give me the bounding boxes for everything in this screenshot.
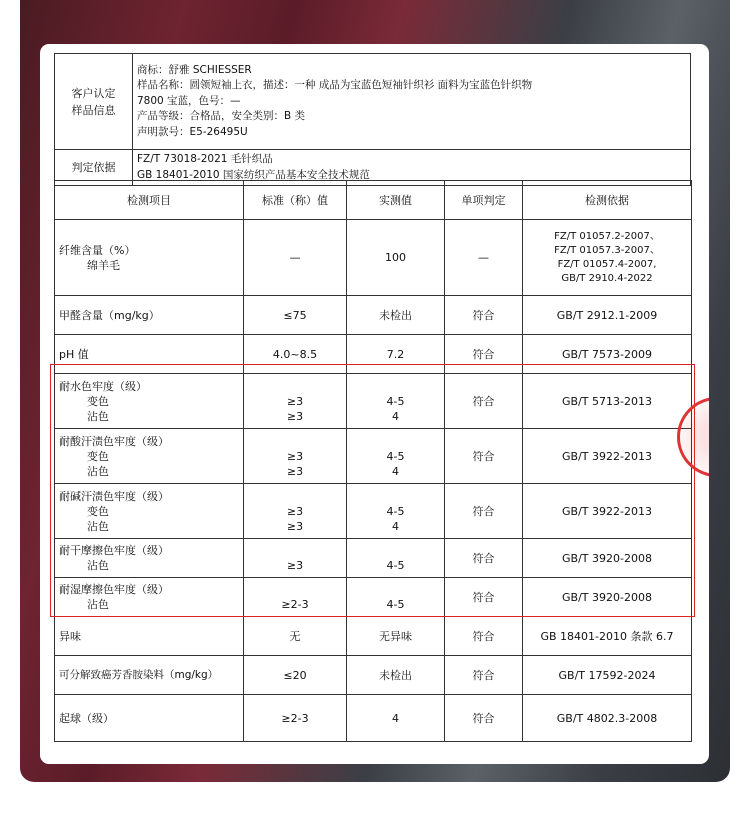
table-row: 耐干摩擦色牢度（级） 沾色 ≥3 4-5 符合 GB/T 3920-2008 [55,539,692,578]
table-row: 可分解致癌芳香胺染料（mg/kg） ≤20 未检出 符合 GB/T 17592-2024 [55,656,692,695]
header-row [55,181,692,220]
header-basis: 检测依据 [523,181,692,220]
table-row: 耐水色牢度（级） 变色 沾色 ≥3 ≥3 4-5 4 符合 GB/T 5713-2013 [55,374,692,429]
header-measured: 实测值 [347,181,445,220]
header-verdict: 单项判定 [445,181,523,220]
table-row: 耐酸汗渍色牢度（级） 变色 沾色 ≥3 ≥3 4-5 4 符合 GB/T 3922-2013 [55,429,692,484]
client-info-lines: 商标：舒雅 SCHIESSER 样品名称：圆领短袖上衣，描述：一种 成品为宝蓝色短袖针织衫 面料为宝蓝色针织物 7800 宝蓝，色号：— 产品等级：合格品，安全类别：B 类 声明款号：E5-26495U [133,54,691,150]
judgement-basis-lines: FZ/T 73018-2021 毛针织品 GB 18401-2010 国家纺织产品基本安全技术规范 [133,150,691,186]
table-row: 甲醛含量（mg/kg） ≤75 未检出 符合 GB/T 2912.1-2009 [55,296,692,335]
header-standard: 标准（称）值 [244,181,347,220]
header-item: 检测项目 [55,181,244,220]
table-row: 耐碱汗渍色牢度（级） 变色 沾色 ≥3 ≥3 4-5 4 符合 GB/T 3922-2013 [55,484,692,539]
client-info-label: 客户认定 样品信息 [55,54,133,150]
report-card [40,44,709,764]
table-row: pH 值 4.0~8.5 7.2 符合 GB/T 7573-2009 [55,335,692,374]
table-row: 纤维含量（%） 绵羊毛 — 100 — FZ/T 01057.2-2007、 FZ/T 01057.3-2007、 FZ/T 01057.4-2007, GB/T 2910.4-2022 [55,220,692,296]
judgement-basis-label: 判定依据 [55,150,133,186]
highlight-box [50,364,695,617]
table-row: 起球（级） ≥2-3 4 符合 GB/T 4802.3-2008 [55,695,692,742]
table-row: 异味 无 无异味 符合 GB 18401-2010 条款 6.7 [55,617,692,656]
table-row: 耐湿摩擦色牢度（级） 沾色 ≥2-3 4-5 符合 GB/T 3920-2008 [55,578,692,617]
sample-info-table [54,53,691,186]
